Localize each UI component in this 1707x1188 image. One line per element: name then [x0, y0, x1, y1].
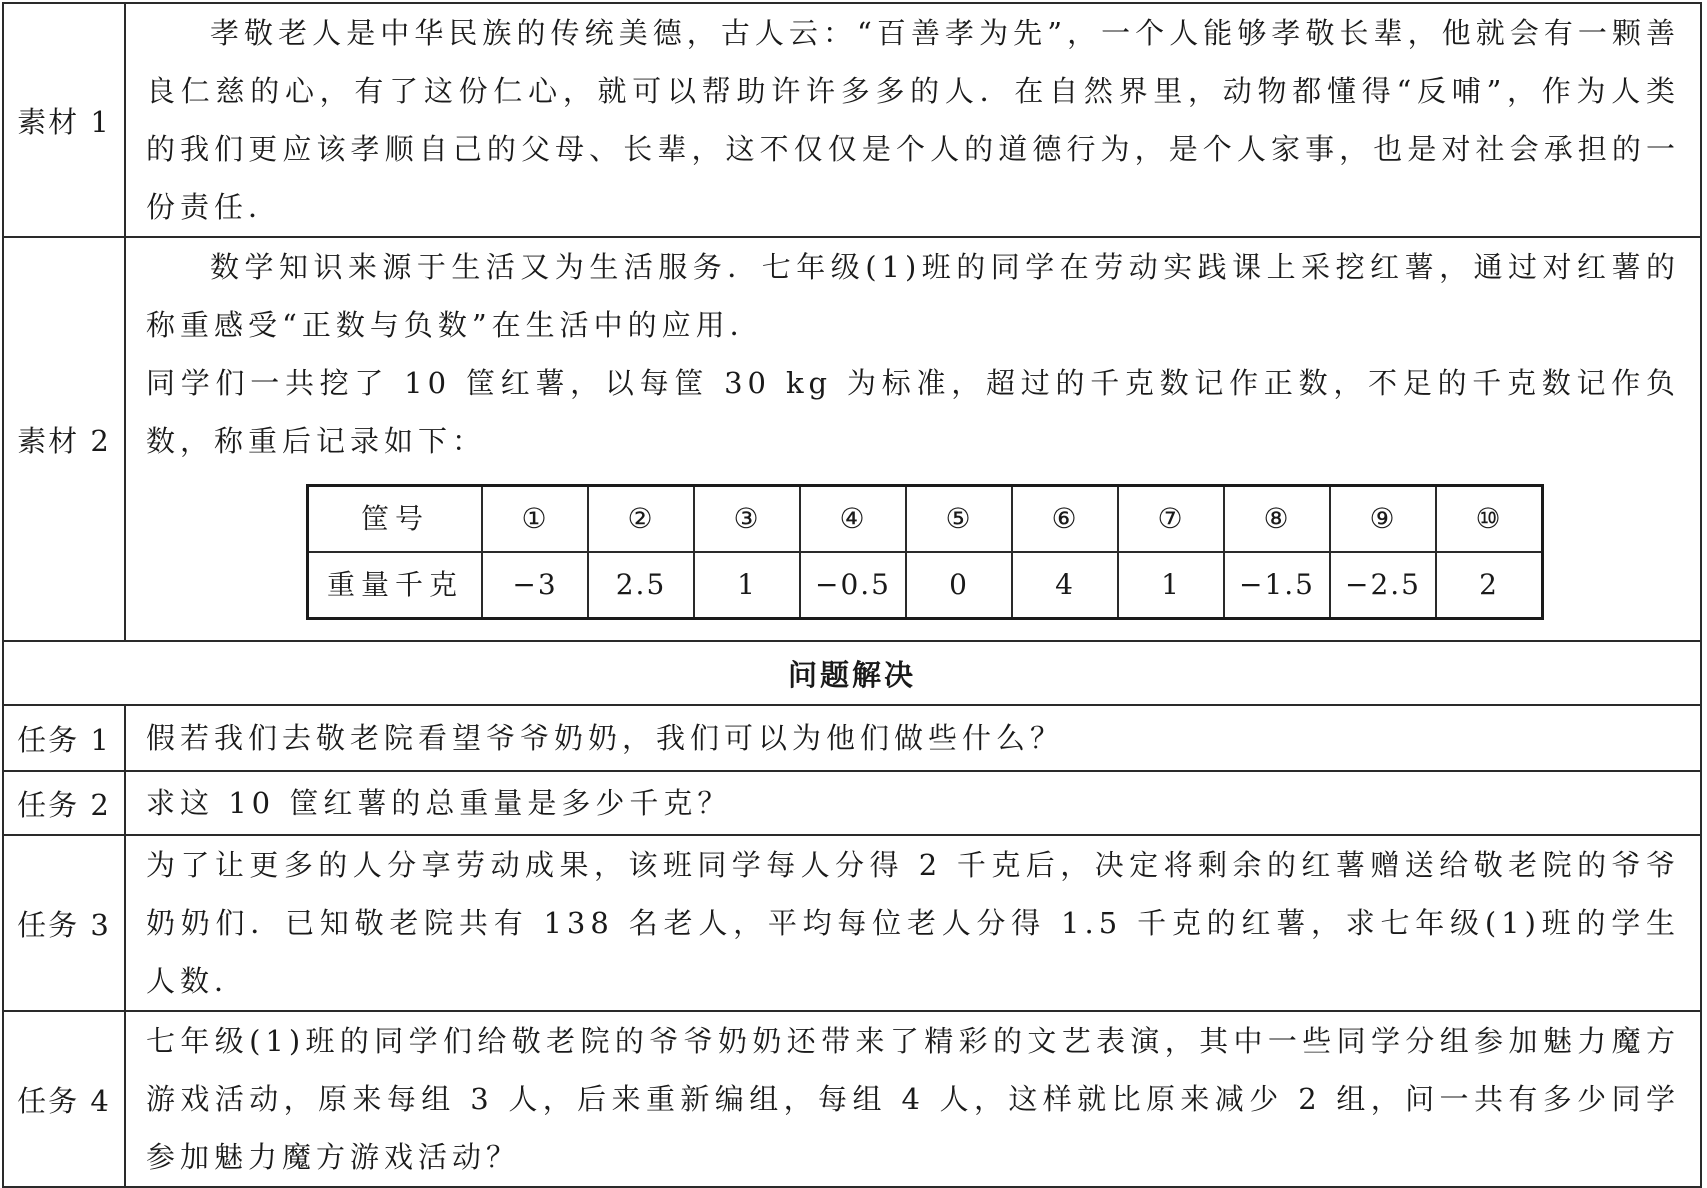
task-3-text: 为了让更多的人分享劳动成果，该班同学每人分得 2 千克后，决定将剩余的红薯赠送给敬老院的爷爷奶奶们．已知敬老院共有 138 名老人，平均每位老人分得 1.5 千克的红薯，求七年级(1)班的学生人数． [125, 835, 1701, 1011]
material-2-paragraph-2: 同学们一共挖了 10 筐红薯，以每筐 30 kg 为标准，超过的千克数记作正数，不足的千克数记作负数，称重后记录如下： [146, 366, 1680, 458]
basket-number-cell: ⑧ [1224, 486, 1330, 553]
basket-weights-table [306, 484, 1544, 620]
basket-number-cell: ⑩ [1436, 486, 1543, 553]
basket-weight-cell: 2 [1436, 552, 1543, 619]
task-2-label: 任务 2 [3, 771, 125, 835]
task-2-text: 求这 10 筐红薯的总重量是多少千克？ [125, 771, 1701, 835]
task-4-text: 七年级(1)班的同学们给敬老院的爷爷奶奶还带来了精彩的文艺表演，其中一些同学分组参加魅力魔方游戏活动，原来每组 3 人，后来重新编组，每组 4 人，这样就比原来减少 2 组，问一共有多少同学参加魅力魔方游戏活动？ [125, 1011, 1701, 1187]
task-3-label: 任务 3 [3, 835, 125, 1011]
basket-number-cell: ② [588, 486, 694, 553]
material-2-row [3, 237, 1701, 641]
basket-weight-cell: 1 [1118, 552, 1224, 619]
material-2-paragraph-1: 数学知识来源于生活又为生活服务．七年级(1)班的同学在劳动实践课上采挖红薯，通过对红薯的称重感受“正数与负数”在生活中的应用． [146, 250, 1680, 342]
worksheet-table [2, 2, 1702, 1188]
task-2-row [3, 771, 1701, 835]
basket-weight-cell: 0 [906, 552, 1012, 619]
material-1-paragraph: 孝敬老人是中华民族的传统美德，古人云：“百善孝为先”，一个人能够孝敬长辈，他就会有一颗善良仁慈的心，有了这份仁心，就可以帮助许许多多的人．在自然界里，动物都懂得“反哺”，作为人类的我们更应该孝顺自己的父母、长辈，这不仅仅是个人的道德行为，是个人家事，也是对社会承担的一份责任． [146, 16, 1680, 224]
task-1-label: 任务 1 [3, 705, 125, 771]
basket-number-cell: ⑥ [1012, 486, 1118, 553]
section-header: 问题解决 [3, 641, 1701, 705]
material-1-content [125, 3, 1701, 237]
basket-number-cell: ⑨ [1330, 486, 1436, 553]
section-header-row [3, 641, 1701, 705]
task-1-text: 假若我们去敬老院看望爷爷奶奶，我们可以为他们做些什么？ [125, 705, 1701, 771]
task-1-row [3, 705, 1701, 771]
basket-number-header: 筐号 [308, 486, 483, 553]
basket-weight-cell: 1 [694, 552, 800, 619]
task-4-label: 任务 4 [3, 1011, 125, 1187]
material-1-label: 素材 1 [3, 3, 125, 237]
task-4-row [3, 1011, 1701, 1187]
basket-weight-cell: −0.5 [800, 552, 906, 619]
task-3-row [3, 835, 1701, 1011]
basket-weight-header: 重量千克 [308, 552, 483, 619]
basket-weight-cell: −2.5 [1330, 552, 1436, 619]
material-2-label: 素材 2 [3, 237, 125, 641]
material-1-row [3, 3, 1701, 237]
material-2-content [125, 237, 1701, 641]
basket-number-cell: ④ [800, 486, 906, 553]
basket-weight-cell: −3 [482, 552, 588, 619]
basket-number-row [308, 486, 1543, 553]
basket-number-cell: ① [482, 486, 588, 553]
basket-number-cell: ⑦ [1118, 486, 1224, 553]
basket-number-cell: ⑤ [906, 486, 1012, 553]
basket-weight-cell: −1.5 [1224, 552, 1330, 619]
basket-number-cell: ③ [694, 486, 800, 553]
weights-table-wrapper [146, 470, 1680, 640]
basket-weight-cell: 4 [1012, 552, 1118, 619]
basket-weight-cell: 2.5 [588, 552, 694, 619]
basket-weight-row [308, 552, 1543, 619]
